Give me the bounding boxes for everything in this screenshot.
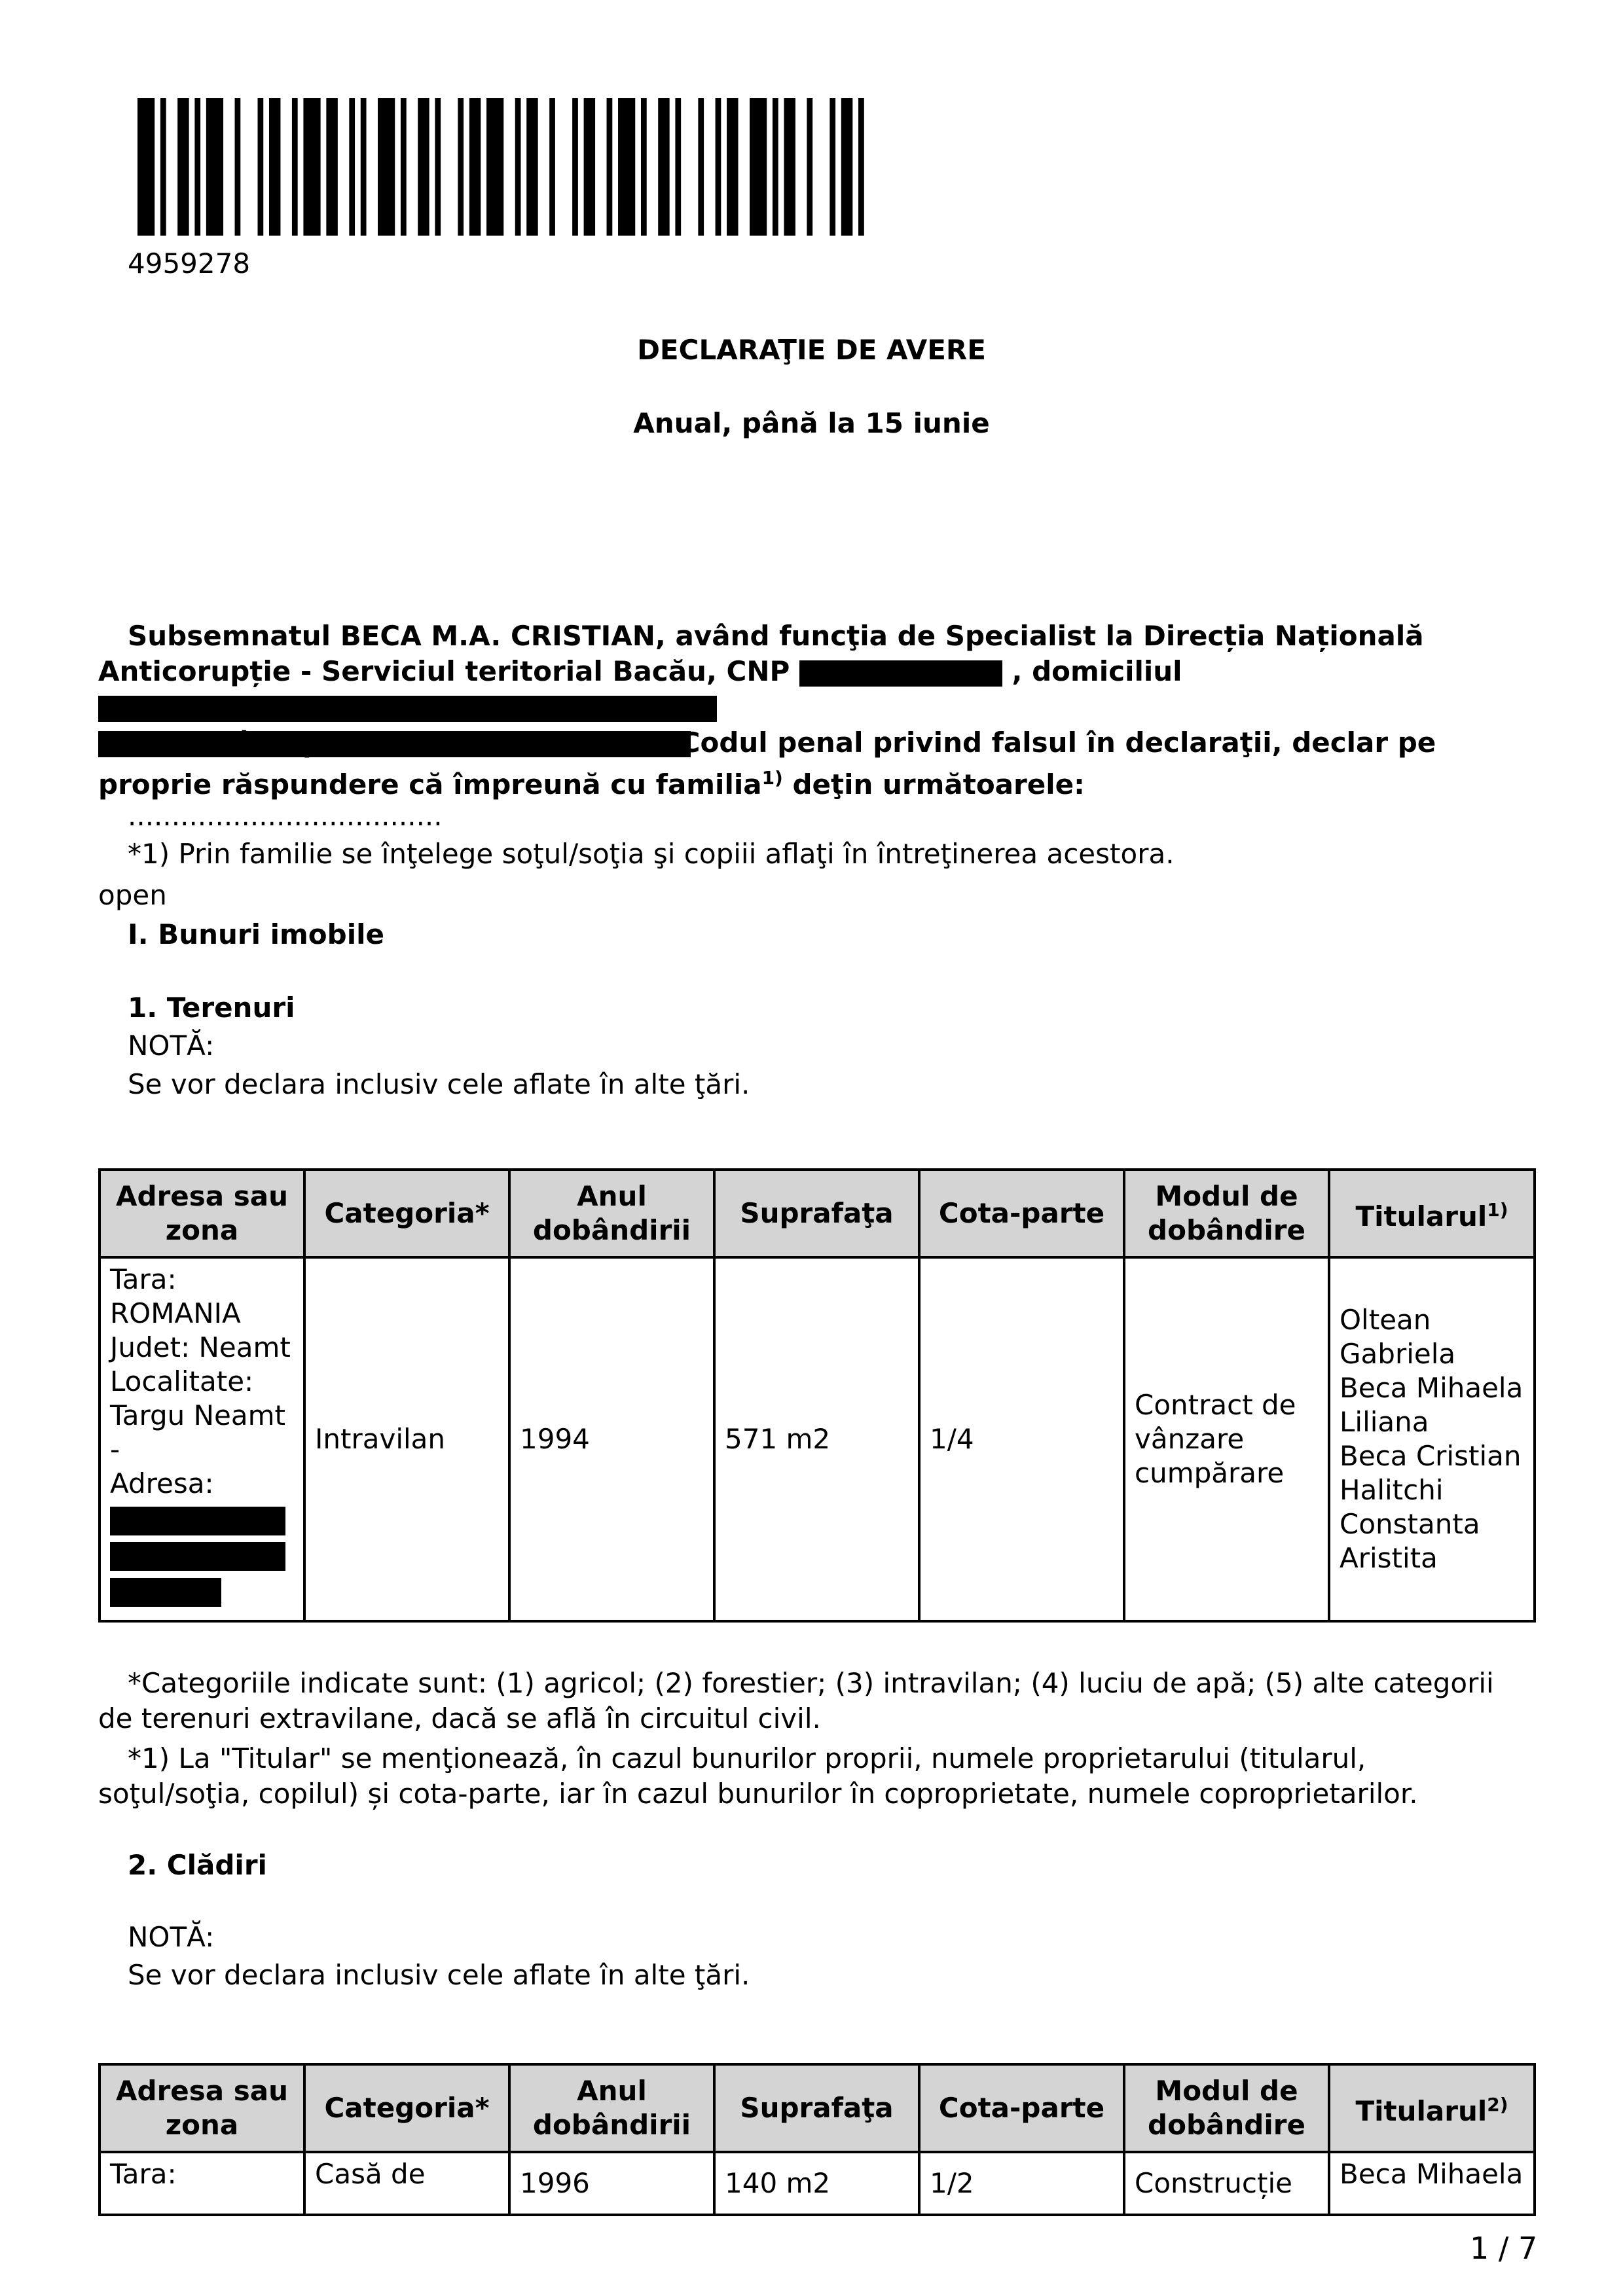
- owner-footnote: [98, 1741, 1525, 1812]
- col-share: Cota-parte: [919, 2064, 1124, 2152]
- col-year: Anul dobândirii: [509, 2064, 714, 2152]
- redaction-land-address: [110, 1507, 285, 1535]
- family-note: *1) Prin familie se înţelege soţul/soţia şi copiii aflaţi în întreţinerea acestora.: [128, 838, 1175, 870]
- address-line: Tara:: [110, 1263, 177, 1295]
- redaction-cnp: [799, 660, 1002, 687]
- cell-method: Contract de vânzare cumpărare: [1124, 1257, 1329, 1621]
- owner-line: Halitchi: [1340, 1474, 1444, 1506]
- owner-line: Aristita: [1340, 1542, 1438, 1574]
- owner-line: Liliana: [1340, 1406, 1429, 1438]
- redaction-land-address: [110, 1578, 221, 1607]
- buildings-table-header: [100, 2064, 1535, 2152]
- land-note-text: Se vor declara inclusiv cele aflate în alte ţări.: [128, 1068, 750, 1100]
- document-title: DECLARAŢIE DE AVERE: [637, 334, 986, 366]
- redaction-land-address: [110, 1542, 285, 1571]
- buildings-heading: 2. Clădiri: [128, 1849, 267, 1881]
- buildings-note-label: NOTĂ:: [128, 1921, 215, 1953]
- barcode-number: 4959278: [128, 247, 251, 279]
- land-note-label: NOTĂ:: [128, 1030, 215, 1062]
- col-method: Modul de dobândire: [1124, 2064, 1329, 2152]
- col-method: Modul de dobândire: [1124, 1170, 1329, 1257]
- address-line: Targu Neamt: [110, 1399, 285, 1431]
- owner-line: Oltean: [1340, 1304, 1431, 1336]
- col-year: Anul dobândirii: [509, 1170, 714, 1257]
- categories-footnote-text: *Categoriile indicate sunt: (1) agricol; (2) forestier; (3) intravilan; (4) luciu de apă; (5) alte categorii de terenuri extravilane, dacă se află în circuitul civil.: [98, 1667, 1494, 1734]
- section-real-estate: I. Bunuri imobile: [128, 918, 385, 950]
- intro-domicile: , domiciliul: [1012, 655, 1182, 687]
- cell-method: Construcție: [1124, 2152, 1329, 2215]
- buildings-table: [98, 2063, 1536, 2216]
- col-owner: Titularul$^{1)}$: [1329, 1170, 1535, 1257]
- cell-owner: [1329, 1257, 1535, 1621]
- col-share: Cota-parte: [919, 1170, 1124, 1257]
- address-line: ROMANIA: [110, 1297, 241, 1329]
- barcode: [137, 98, 881, 236]
- cell-address: Tara:: [100, 2152, 304, 2215]
- buildings-note-text: Se vor declara inclusiv cele aflate în alte ţări.: [128, 1959, 750, 1991]
- cell-share: 1/4: [919, 1257, 1124, 1621]
- owner-footnote-text: *1) La "Titular" se menţionează, în cazul bunurilor proprii, numele proprietarului (titularul, soţul/soţia, copilul) și cota-parte, iar în cazul bunurilor în coproprietate, numele coproprietarilor.: [98, 1742, 1418, 1810]
- land-table-header: [100, 1170, 1535, 1257]
- land-table: [98, 1168, 1536, 1623]
- cell-year: 1994: [509, 1257, 714, 1621]
- redaction-address: [98, 696, 717, 722]
- intro-text: Subsemnatul BECA M.A. CRISTIAN, având funcţia de Specialist la Direcția Națională Anticorupție - Serviciul teritorial Bacău, CNP: [98, 620, 1424, 687]
- address-line: Localitate:: [110, 1365, 254, 1397]
- address-line: Adresa:: [110, 1467, 214, 1499]
- dotted-line: ....................................: [128, 800, 443, 832]
- cell-year: 1996: [509, 2152, 714, 2215]
- owner-line: Beca Mihaela: [1340, 1372, 1523, 1404]
- col-address: Adresa sau zona: [100, 1170, 304, 1257]
- land-heading: 1. Terenuri: [128, 992, 295, 1024]
- categories-footnote: [98, 1666, 1525, 1736]
- document-subtitle: Anual, până la 15 iunie: [633, 407, 990, 439]
- col-area: Suprafaţa: [714, 1170, 919, 1257]
- cell-category: Intravilan: [304, 1257, 509, 1621]
- cell-share: 1/2: [919, 2152, 1124, 2215]
- open-label: open: [98, 879, 167, 911]
- cell-category: Casă de: [304, 2152, 509, 2215]
- cell-area: 571 m2: [714, 1257, 919, 1621]
- col-address: Adresa sau zona: [100, 2064, 304, 2152]
- address-line: Judet: Neamt: [110, 1331, 291, 1363]
- cell-area: 140 m2: [714, 2152, 919, 2215]
- col-category: Categoria*: [304, 1170, 509, 1257]
- owner-footnote-ref: 2): [1487, 2094, 1508, 2115]
- owner-line: Gabriela: [1340, 1338, 1456, 1370]
- owner-line: Constanta: [1340, 1508, 1480, 1540]
- col-owner: Titularul$^{2)}$: [1329, 2064, 1535, 2152]
- address-line: -: [110, 1433, 120, 1465]
- page-number: 1 / 7: [1470, 2231, 1538, 2266]
- cell-address: [100, 1257, 304, 1621]
- declaration-footnote-ref: 1): [761, 767, 783, 789]
- col-category: Categoria*: [304, 2064, 509, 2152]
- col-area: Suprafaţa: [714, 2064, 919, 2152]
- declaration-text-end: deţin următoarele:: [782, 768, 1085, 800]
- owner-footnote-ref: 1): [1487, 1199, 1508, 1221]
- owner-line: Beca Cristian: [1340, 1440, 1522, 1472]
- declaration-paragraph: [98, 725, 1525, 802]
- cell-owner: Beca Mihaela: [1329, 2152, 1535, 2215]
- table-row: [100, 2152, 1535, 2215]
- declaration-text: cunoscând prevederile art. 292 din Codul penal privind falsul în declaraţii, declar pe proprie răspundere că împreună cu familia: [98, 726, 1436, 800]
- table-row: [100, 1257, 1535, 1621]
